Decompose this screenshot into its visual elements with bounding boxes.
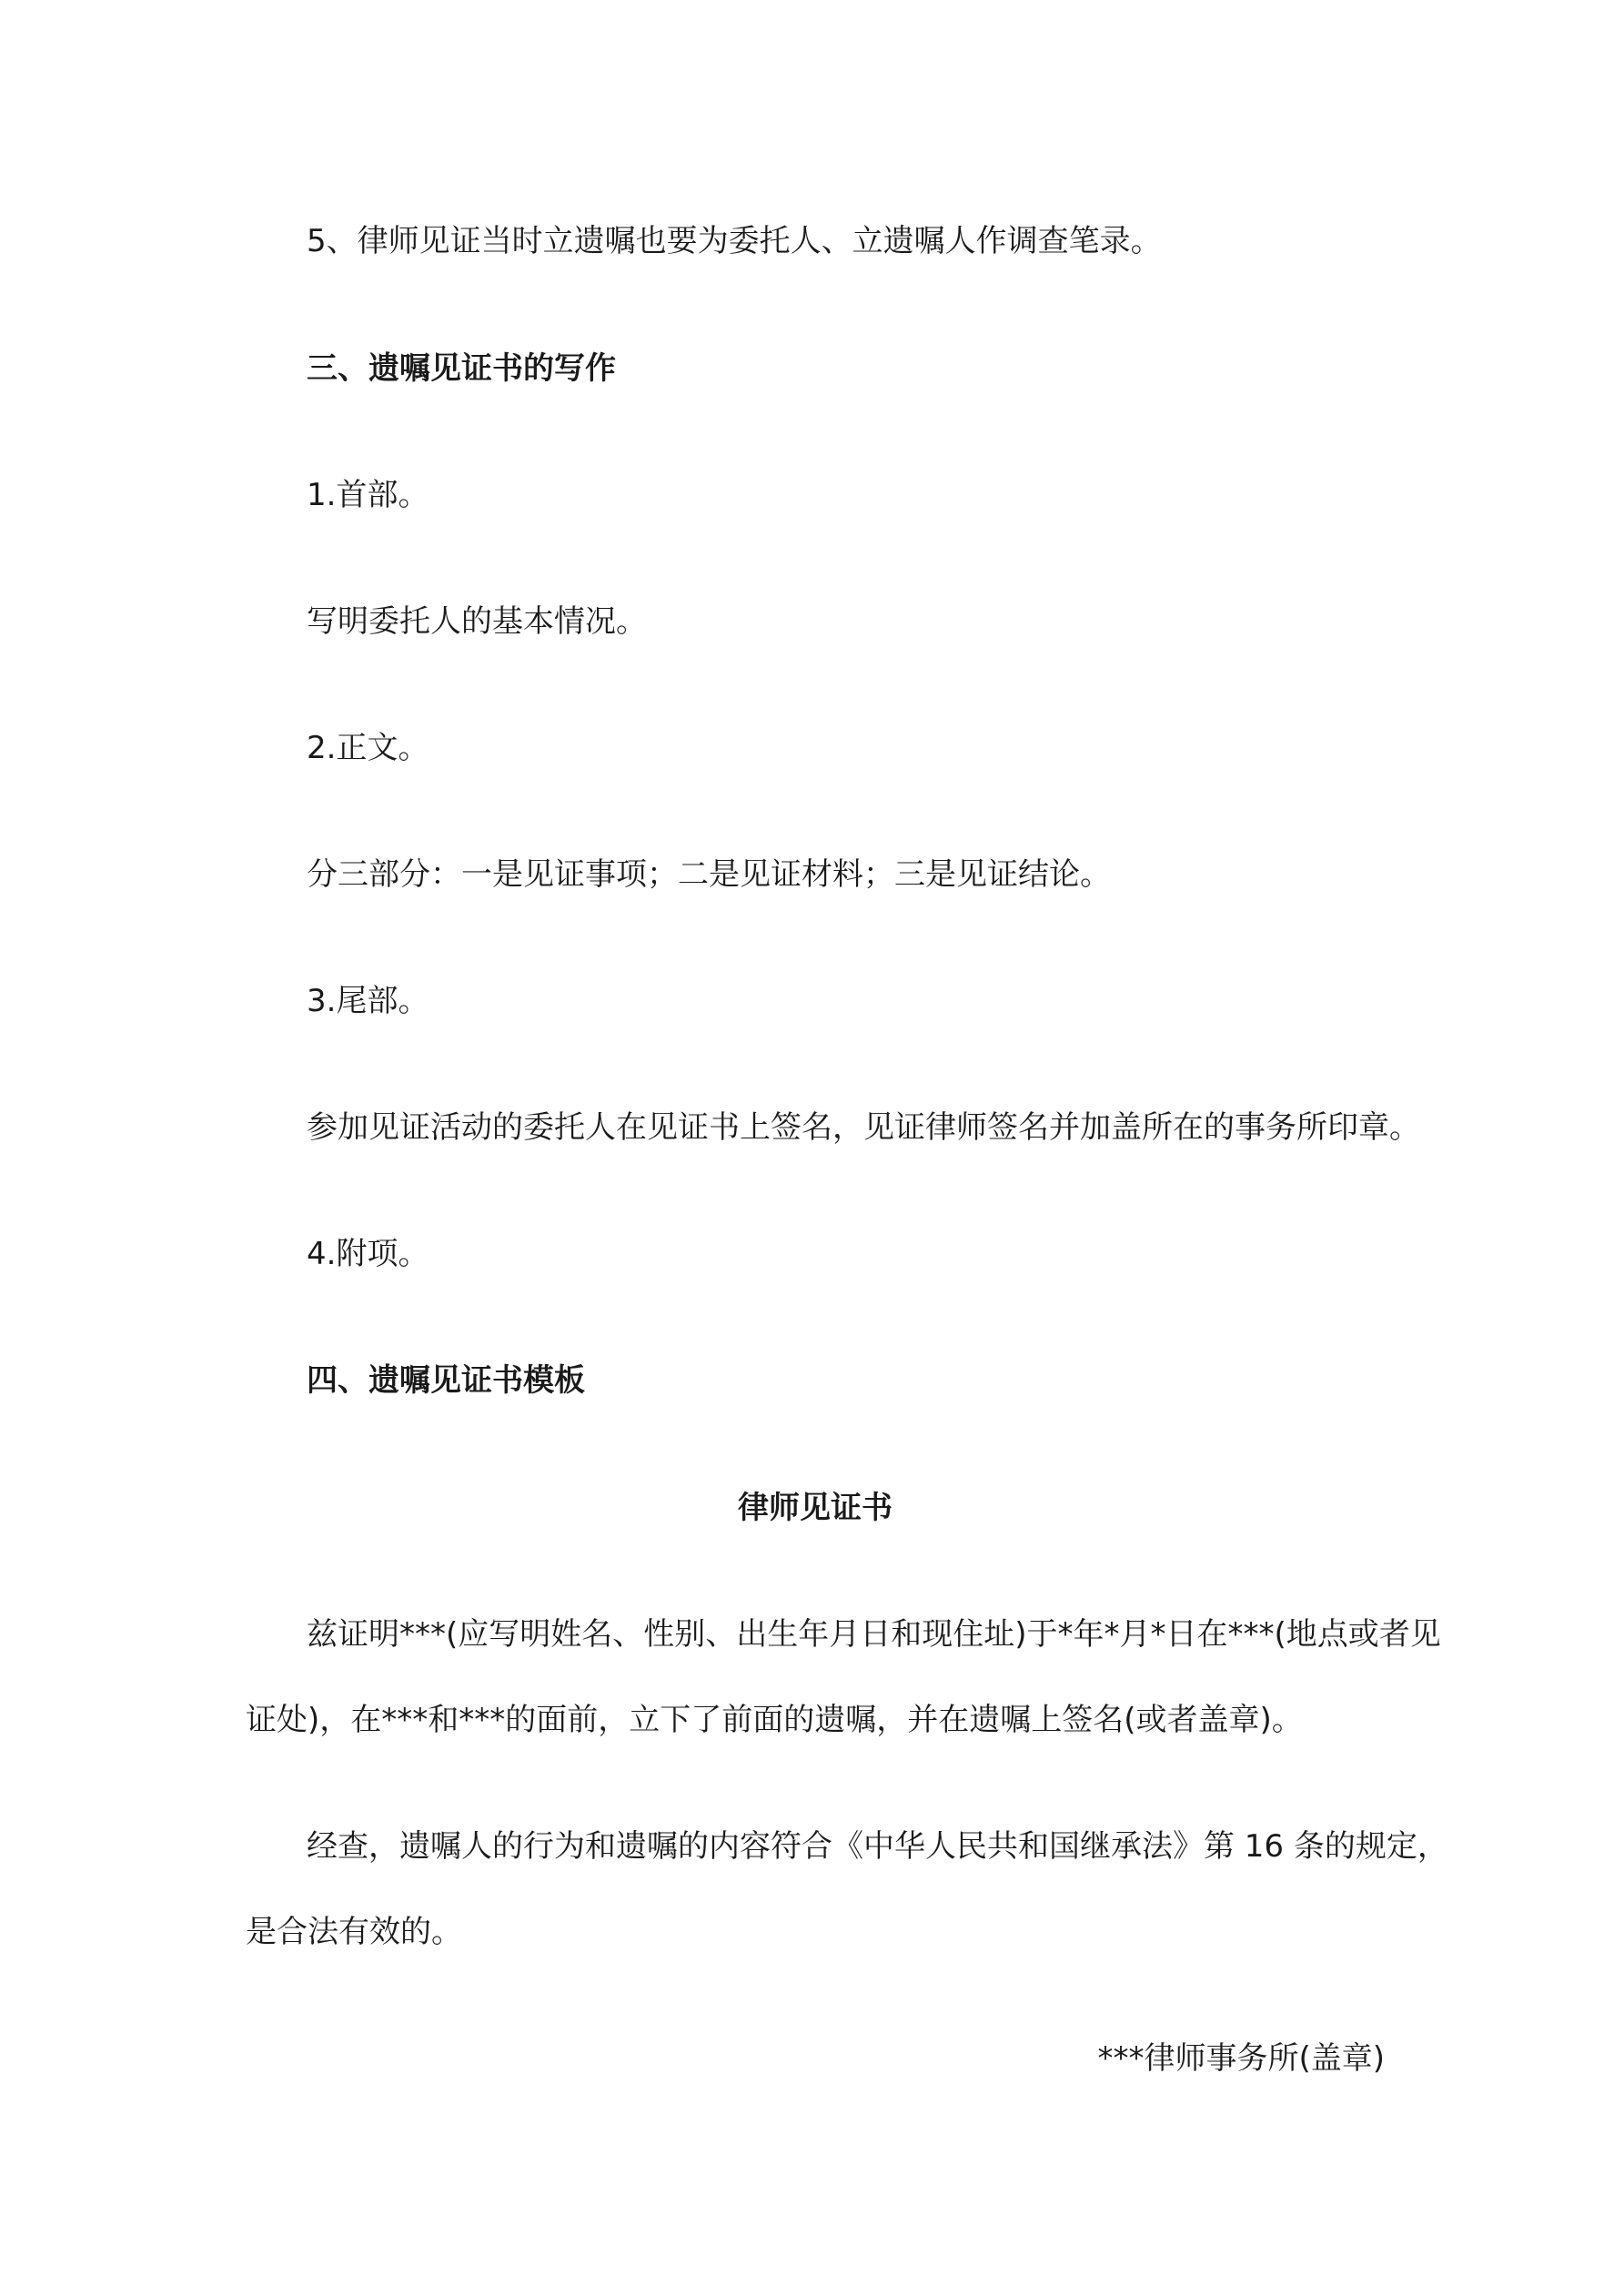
section-heading-4: 四、遗嘱见证书模板 bbox=[307, 1362, 585, 1399]
subheading-2-text: 分三部分：一是见证事项；二是见证材料；三是见证结论。 bbox=[307, 856, 1111, 893]
section-heading-3: 三、遗嘱见证书的写作 bbox=[307, 350, 616, 387]
template-paragraph-2-line-1: 经查，遗嘱人的行为和遗嘱的内容符合《中华人民共和国继承法》第 16 条的规定， bbox=[307, 1828, 1448, 1865]
subheading-3-text: 参加见证活动的委托人在见证书上签名，见证律师签名并加盖所在的事务所印章。 bbox=[307, 1109, 1420, 1146]
template-paragraph-1-line-2: 证处)，在***和***的面前，立下了前面的遗嘱，并在遗嘱上签名(或者盖章)。 bbox=[246, 1702, 1303, 1738]
subheading-1: 1.首部。 bbox=[307, 477, 429, 513]
paragraph-item-5: 5、律师见证当时立遗嘱也要为委托人、立遗嘱人作调查笔录。 bbox=[307, 223, 1162, 259]
subheading-1-text: 写明委托人的基本情况。 bbox=[307, 603, 647, 640]
template-title: 律师见证书 bbox=[738, 1490, 893, 1526]
subheading-4: 4.附项。 bbox=[307, 1236, 429, 1272]
template-paragraph-2-line-2: 是合法有效的。 bbox=[246, 1914, 462, 1950]
signature-line: ***律师事务所(盖章) bbox=[1097, 2040, 1385, 2077]
subheading-2: 2.正文。 bbox=[307, 730, 429, 766]
subheading-3: 3.尾部。 bbox=[307, 983, 429, 1019]
template-paragraph-1-line-1: 兹证明***(应写明姓名、性别、出生年月日和现住址)于*年*月*日在***(地点或者见 bbox=[307, 1616, 1441, 1653]
